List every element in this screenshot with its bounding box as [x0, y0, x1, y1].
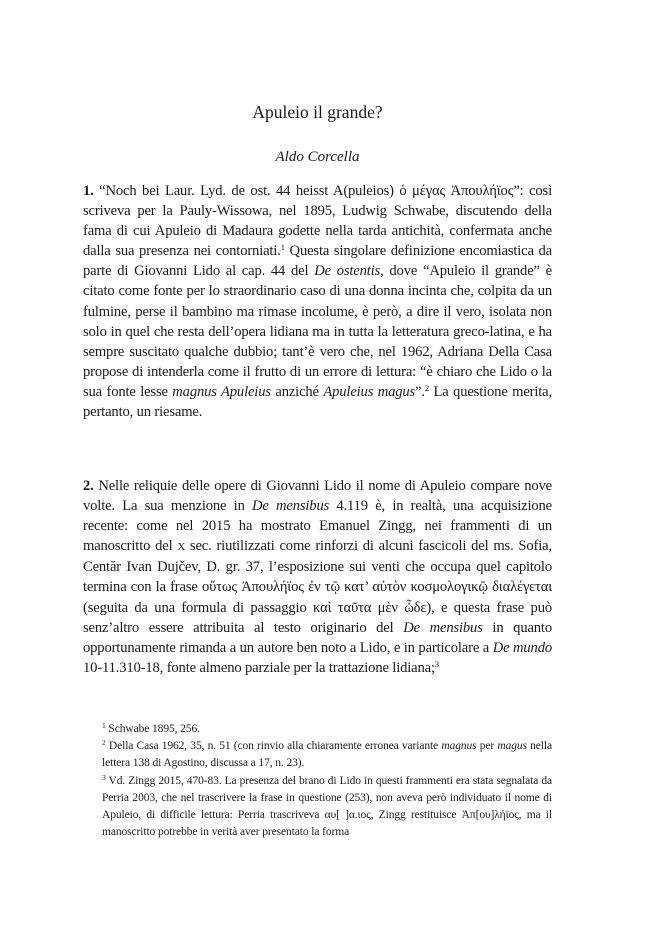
text-run: La questione merita, pertanto, un riesame. [83, 383, 552, 421]
italic-word: magus [497, 740, 527, 753]
text-run: , dove “Apuleio il grande” è citato come fonte per lo straordinario caso di una donna incinta che, colpita da un fulmine, perse il bambino ma rimase incolume, è però, a dire il vero, isolata non solo in quel che resta dell’opera lidiana ma in tutta la letteratura greco-latina, e ha sempre suscitato qualche dubbio; tant’è vero che, nel 1962, Adriana Della Casa propose di intenderla come il frutto di un errore di lettura: “è chiaro che Lido o la sua fonte lesse [83, 263, 552, 400]
footnote-text: Schwabe 1895, 256. [105, 723, 200, 735]
footnote-mark: 1 [102, 721, 106, 730]
article-author: Aldo Corcella [275, 149, 360, 165]
footnote-ref[interactable]: 2 [424, 382, 430, 393]
italic-phrase: Apuleius magus [323, 383, 416, 400]
italic-title: De mundo [492, 639, 552, 656]
footnote-text: nella lettera 138 di Agostino, discussa a 17, n. 23). [102, 740, 552, 770]
footnote-3 [83, 773, 552, 842]
text-run: 4.119 è, in realtà, una acquisizione recente: come nel 2015 ha mostrato Emanuel Zingg, nei frammenti di un manoscritto del [83, 498, 552, 555]
article-title: Apuleio il grande? [252, 102, 383, 122]
text-run: Nelle reliquie delle opere di Giovanni Lido il nome di Apuleio compare nove volte. La sua menzione in [83, 478, 552, 515]
footnote-text: Vd. Zingg 2015, 470-83. La presenza del brano di Lido in questi frammenti era stata segnalata da Perria 2003, che nel trascrivere la frase in questione (253), non aveva però individuato il nome di Apuleio, di difficile lettura: Perria trascriveva αυ[ ]α.ιος, Zingg restituisce Ἀπ[ου]λήϊος, ma il manoscritto potrebbe in verità aver presentato la forma [102, 774, 552, 839]
footnotes [83, 721, 552, 841]
footnote-ref[interactable]: 1 [280, 242, 285, 253]
footnote-ref[interactable]: 3 [434, 658, 439, 669]
footnote-1 [83, 721, 552, 738]
footnote-mark: 3 [102, 772, 106, 782]
italic-phrase: magnus Apuleius [172, 383, 271, 400]
footnote-text: per [476, 740, 498, 753]
italic-title: De mensibus [403, 619, 483, 636]
text-run: sec. riutilizzati come rinforzi di alcuni fascicoli del ms. Sofia, Centăr Ivan Dujčev, D. gr. 37, l’esposizione sui venti che occupa quel capitolo termina con la frase οὕτως Ἀπουλήϊος ἐν τῷ κατ’ αὐτὸν κοσμολογικῷ διαλέγεται (seguita da una formula di passaggio καὶ ταῦτα μὲν ὧδε), e questa frase può senz’altro essere attribuita al testo originario del [83, 538, 552, 636]
paragraph-2 [83, 476, 552, 678]
italic-word: magnus [441, 740, 477, 753]
italic-title: De ostentis [314, 263, 381, 280]
section-number: 2. [83, 478, 94, 494]
text-run: Questa singolare definizione encomiastica da parte di Giovanni Lido al cap. 44 del [83, 243, 552, 280]
text-run: “Noch bei Laur. Lyd. de ost. 44 heisst A(puleios) ὁ μέγας Ἀπουλήϊος”: così scriveva per la Pauly-Wissowa, nel 1895, Ludwig Schwabe, discutendo della fama di cui Apuleio di Madaura godette nella tarda antichità, confermata anche dalla sua presenza nei contorniati. [83, 183, 552, 260]
footnote-mark: 2 [102, 738, 106, 748]
paragraph-1 [83, 181, 552, 422]
text-run: 10-11.310-18, fonte almeno parziale per la trattazione lidiana; [83, 659, 435, 676]
italic-title: De mensibus [252, 498, 330, 515]
text-run: anziché [270, 383, 324, 400]
footnote-text: Della Casa 1962, 35, n. 51 (con rinvio alla chiaramente erronea variante [105, 740, 442, 753]
text-run: in quanto opportunamente rimanda a un autore ben noto a Lido, e in particolare a [83, 619, 552, 656]
text-run: ”. [415, 383, 425, 400]
century-numeral: X [177, 541, 186, 554]
footnote-2 [83, 738, 552, 772]
section-number: 1. [83, 183, 94, 199]
